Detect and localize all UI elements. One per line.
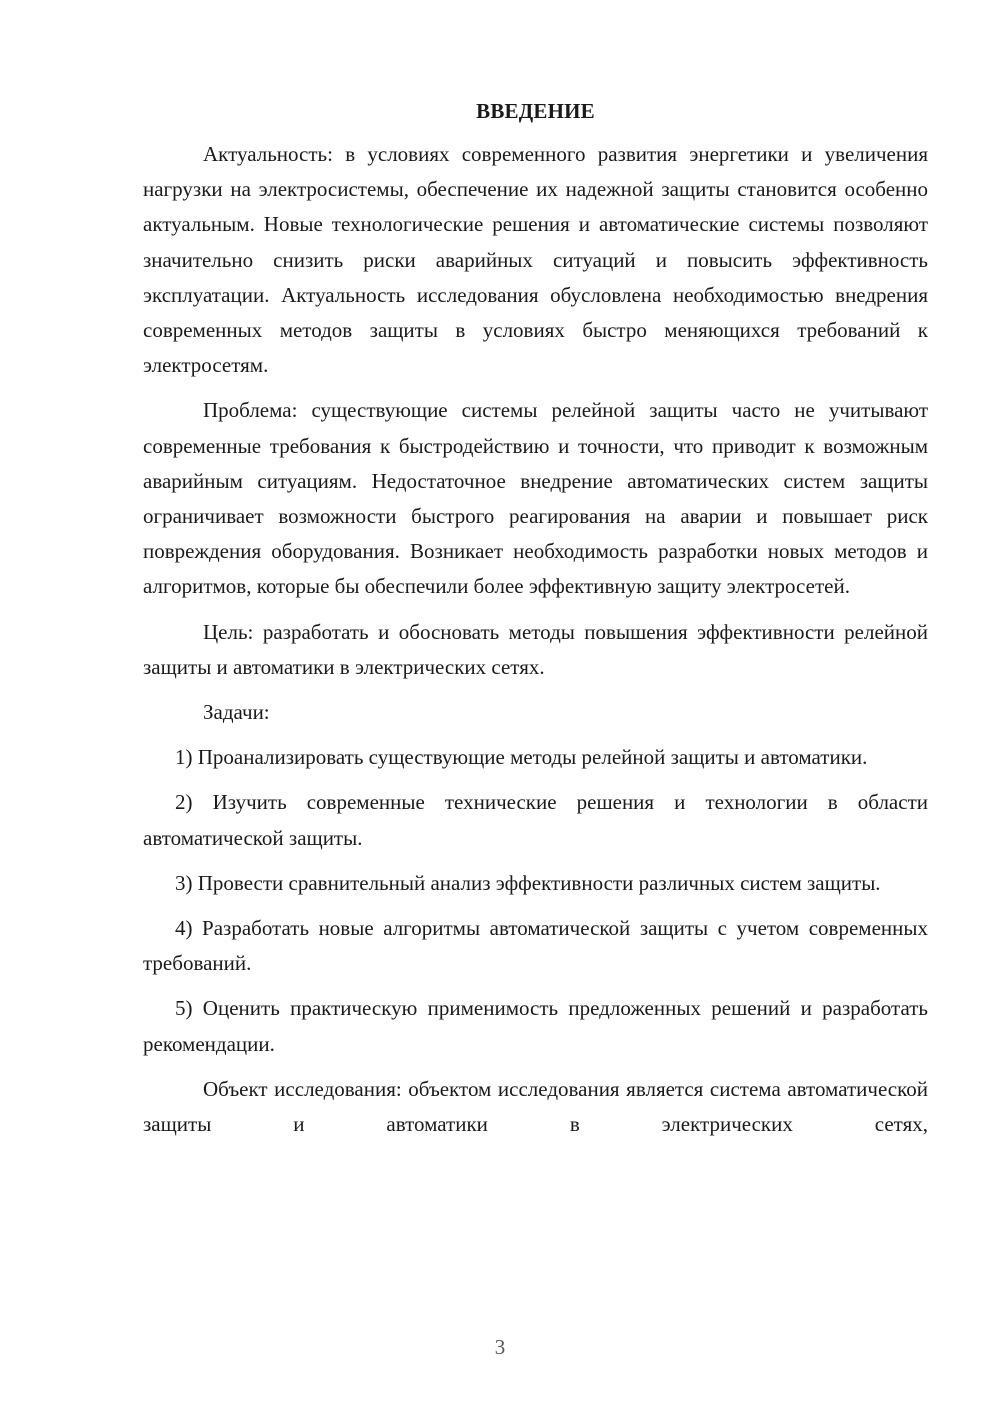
- task-item-3: 3) Провести сравнительный анализ эффективности различных систем защиты.: [175, 870, 881, 895]
- task-item-1: 1) Проанализировать существующие методы релейной защиты и автоматики.: [175, 745, 868, 770]
- paragraph-relevance: Актуальность: в условиях современного развития энергетики и увеличения нагрузки на электросистемы, обеспечение их надежной защиты становится особенно актуальным. Новые технологические решения и автоматические системы позволяют значительно снизить риски аварийных ситуаций и повысить эффективность эксплуатации. Актуальность исследования обусловлена необходимостью внедрения современных методов защиты в условиях быстро меняющихся требований к электросетям.: [143, 142, 928, 378]
- task-item-5: 5) Оценить практическую применимость предложенных решений и разработать рекомендации.: [143, 996, 928, 1056]
- page-number: 3: [494, 1335, 506, 1359]
- task-item-4: 4) Разработать новые алгоритмы автоматической защиты с учетом современных требований.: [143, 916, 928, 976]
- paragraph-problem: Проблема: существующие системы релейной защиты часто не учитывают современные требования к быстродействию и точности, что приводит к возможным аварийным ситуациям. Недостаточное внедрение автоматических систем защиты ограничивает возможности быстрого реагирования на аварии и повышает риск повреждения оборудования. Возникает необходимость разработки новых методов и алгоритмов, которые бы обеспечили более эффективную защиту электросетей.: [143, 398, 928, 599]
- paragraph-object: Объект исследования: объектом исследования является система автоматической защиты и автоматики в электрических сетях,: [143, 1076, 928, 1137]
- section-heading: ВВЕДЕНИЕ: [476, 99, 595, 123]
- tasks-label: Задачи:: [203, 700, 270, 725]
- page-content: [143, 95, 928, 1152]
- paragraph-goal: Цель: разработать и обосновать методы повышения эффективности релейной защиты и автоматики в электрических сетях.: [143, 619, 928, 679]
- task-item-2: 2) Изучить современные технические решения и технологии в области автоматической защиты.: [143, 790, 928, 850]
